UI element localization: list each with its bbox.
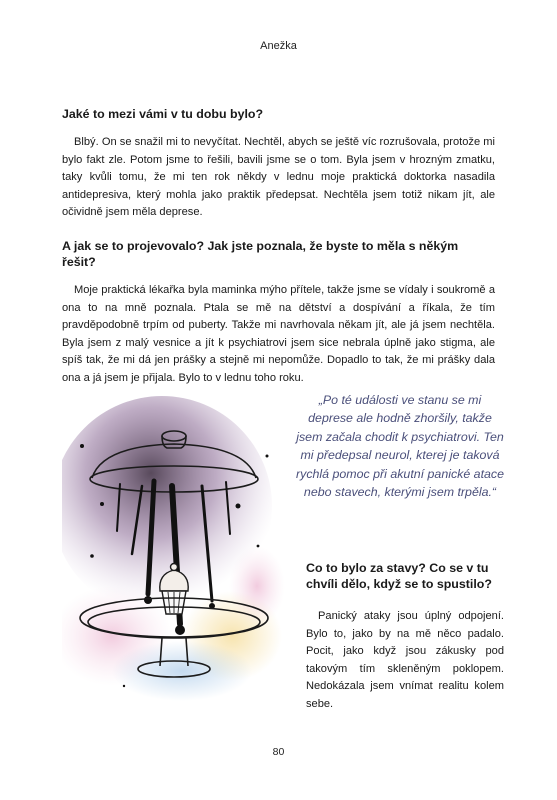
interview-section-2 xyxy=(62,238,495,388)
pull-quote: „Po té události ve stanu se mi deprese ale hodně zhoršily, takže jsem začala chodit k psychiatrovi. Ten mi předepsal neurol, kterej je taková rychlá pomoc při akutní panické atace nebo stavech, kterými jsem trpěla.“ xyxy=(296,393,504,500)
interview-answer: Blbý. On se snažil mi to nevyčítat. Nechtěl, abych se ještě víc rozrušovala, protože mi bylo fakt zle. Potom jsme to řešili, bavili jsme se o tom. Byla jsem v hrozným zmatku, taky kvůli tomu, že mi ten rok někdy v lednu moje praktická doktorka nasadila antidepresiva, který mohla jako praktik předepsat. Nechtěla jsem totiž nikam jít, ale očividně jsem měla deprese. xyxy=(62,136,495,219)
side-answer: Panický ataky jsou úplný odpojení. Bylo to, jako by na mě něco padalo. Pocit, jako když jsou zákusky pod takovým tím skleněným poklopem. Nedokázala jsem vnímat realitu kolem sebe. xyxy=(306,610,504,710)
interview-question: A jak se to projevovalo? Jak jste poznala, že byste to měla s někým řešit? xyxy=(62,239,459,269)
interview-question: Jaké to mezi vámi v tu dobu bylo? xyxy=(62,107,264,121)
page-number: 80 xyxy=(272,746,285,758)
cake-under-glass-dome-illustration xyxy=(62,386,287,706)
interview-answer: Moje praktická lékařka byla maminka mýho přítele, takže jsme se vídaly i soukromě a ona to na mně poznala. Ptala se mě na dětství a dospívání a říkala, že tím pravděpodobně trpím od puberty. Takže mi navrhovala někam jít, ale já jsem nechtěla. Byla jsem z malý vesnice a jít k psychiatrovi jsem sice nebrala úplně jako stigma, ale spíš tak, že mi dá jen prášky a stejně mi nepomůže. Dopadlo to tak, že mi prášky dala ona a já jsem je přijala. Bylo to v lednu toho roku. xyxy=(62,284,495,384)
side-question: Co to bylo za stavy? Co se v tu chvíli dělo, když se to spustilo? xyxy=(306,561,492,591)
side-answer-block xyxy=(306,608,504,714)
running-head: Anežka xyxy=(260,40,297,52)
interview-section-1 xyxy=(62,106,495,222)
